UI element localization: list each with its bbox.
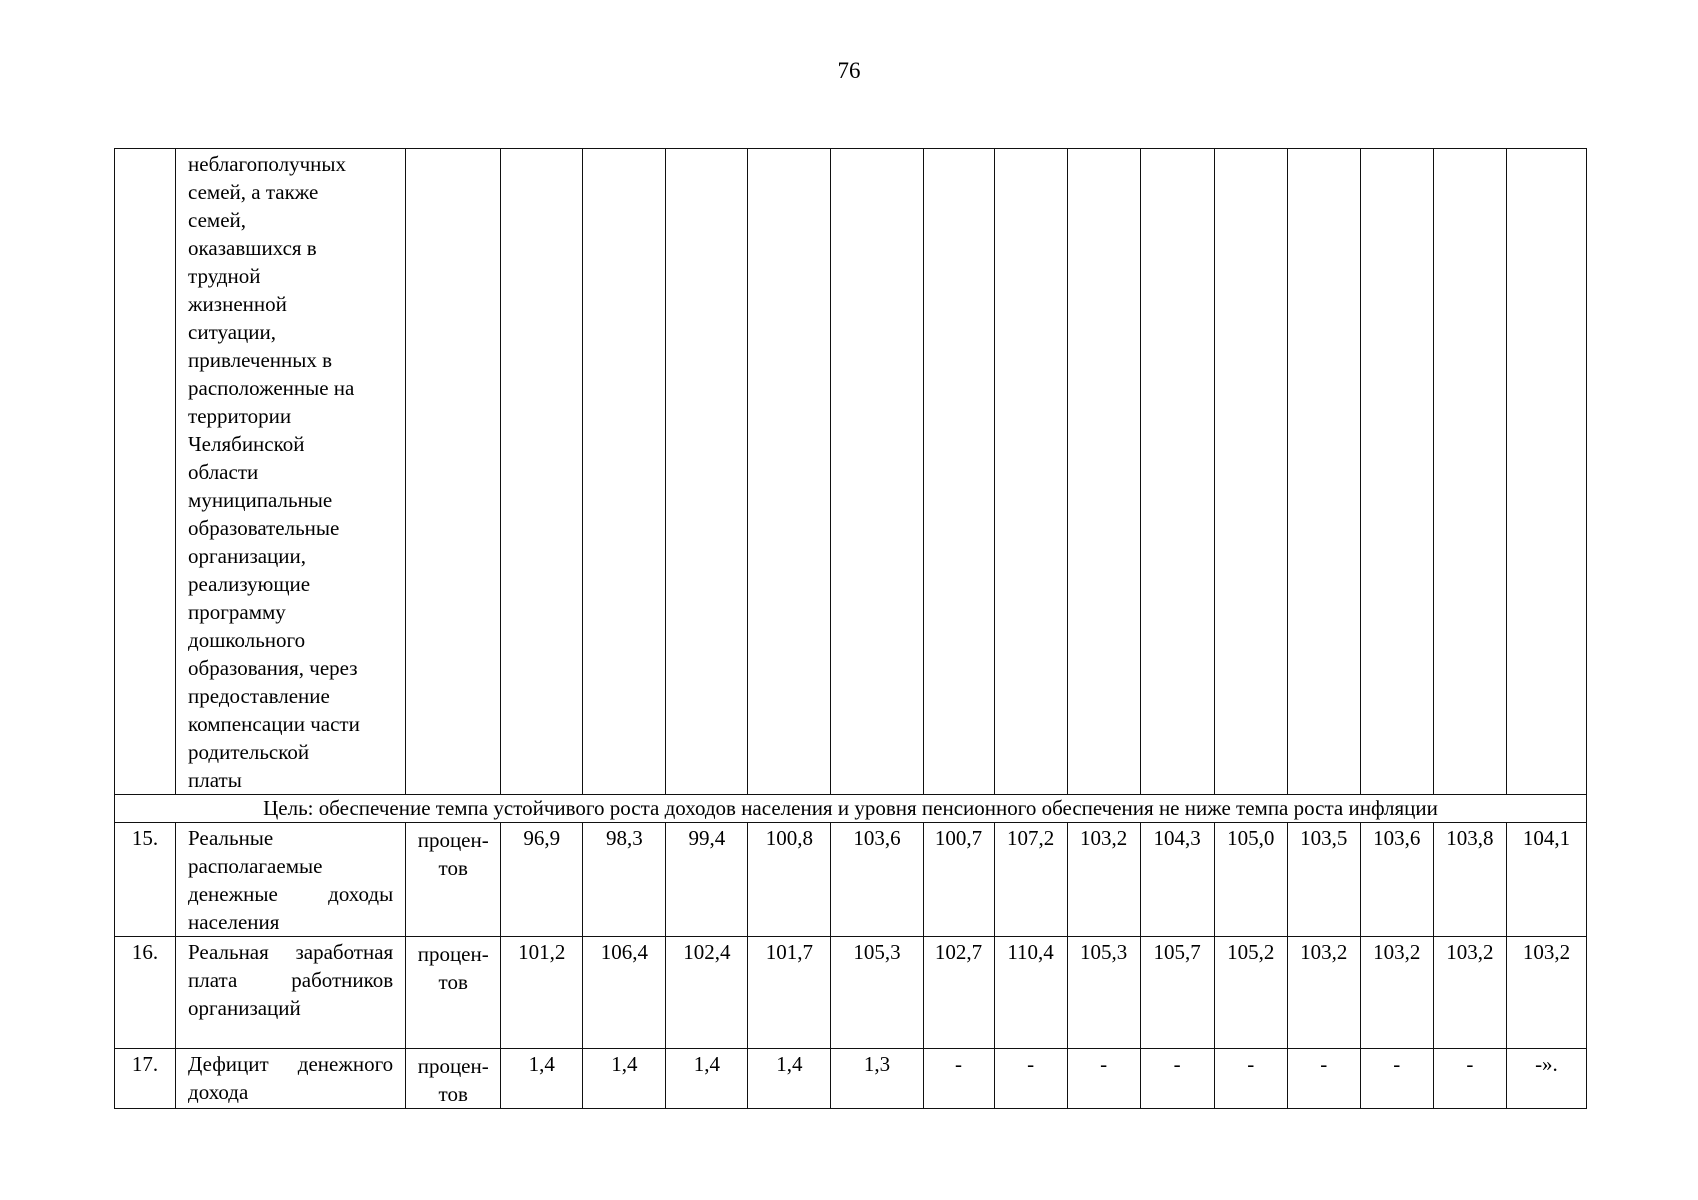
value-cell: - — [1214, 1049, 1287, 1109]
desc-line: неблагополучных — [188, 152, 346, 176]
row-number: 15. — [115, 823, 176, 937]
value-cell — [501, 149, 583, 795]
desc-line: платы — [188, 768, 242, 792]
value-cell — [1140, 149, 1214, 795]
value-cell: - — [1360, 1049, 1433, 1109]
value-cell: -». — [1506, 1049, 1586, 1109]
desc-line: муниципальные — [188, 488, 333, 512]
desc-line: трудной — [188, 264, 261, 288]
value-cell: 101,2 — [501, 937, 583, 1049]
value-cell: 104,3 — [1140, 823, 1214, 937]
indicator-name: Дефицит денежного дохода — [176, 1049, 406, 1109]
value-cell: 1,4 — [748, 1049, 831, 1109]
desc-line: образования, через — [188, 656, 358, 680]
desc-line: жизненной — [188, 292, 287, 316]
unit-cell: процен-тов — [406, 937, 501, 1049]
desc-line: родительской — [188, 740, 310, 764]
value-cell: - — [1067, 1049, 1140, 1109]
desc-line: ситуации, — [188, 320, 276, 344]
value-cell: 103,8 — [1433, 823, 1506, 937]
goal-text: Цель: обеспечение темпа устойчивого роста доходов населения и уровня пенсионного обеспечения не ниже темпа роста инфляции — [115, 795, 1587, 823]
value-cell: 105,7 — [1140, 937, 1214, 1049]
unit-cell: процен-тов — [406, 823, 501, 937]
page-number: 76 — [837, 58, 861, 83]
continuation-description — [176, 149, 406, 795]
value-cell: 1,4 — [501, 1049, 583, 1109]
table-row-continuation — [115, 149, 1587, 795]
desc-line: семей, — [188, 208, 247, 232]
value-cell — [1067, 149, 1140, 795]
value-cell — [1287, 149, 1360, 795]
indicators-table — [114, 148, 1587, 1109]
value-cell: 102,4 — [666, 937, 748, 1049]
value-cell: - — [1433, 1049, 1506, 1109]
value-cell: 105,3 — [1067, 937, 1140, 1049]
value-cell: 103,2 — [1360, 937, 1433, 1049]
table-row — [115, 823, 1587, 937]
value-cell: 107,2 — [994, 823, 1067, 937]
value-cell: 105,0 — [1214, 823, 1287, 937]
value-cell: 100,8 — [748, 823, 831, 937]
desc-line: дошкольного — [188, 628, 306, 652]
unit-cell: процен-тов — [406, 1049, 501, 1109]
value-cell — [583, 149, 666, 795]
value-cell: 1,3 — [831, 1049, 923, 1109]
desc-line: образовательные — [188, 516, 340, 540]
desc-line: территории — [188, 404, 292, 428]
desc-line: реализующие — [188, 572, 311, 596]
value-cell — [1214, 149, 1287, 795]
desc-line: области — [188, 460, 259, 484]
value-cell: 1,4 — [583, 1049, 666, 1109]
value-cell — [994, 149, 1067, 795]
value-cell: 102,7 — [923, 937, 994, 1049]
value-cell: - — [1287, 1049, 1360, 1109]
value-cell: 110,4 — [994, 937, 1067, 1049]
table-row — [115, 937, 1587, 1049]
value-cell: 103,2 — [1287, 937, 1360, 1049]
value-cell: 98,3 — [583, 823, 666, 937]
desc-line: расположенные на — [188, 376, 355, 400]
value-cell: 103,5 — [1287, 823, 1360, 937]
indicator-name: Реальные располагаемые денежные доходы населения — [176, 823, 406, 937]
desc-line: предоставление — [188, 684, 330, 708]
row-number: 16. — [115, 937, 176, 1049]
value-cell: 101,7 — [748, 937, 831, 1049]
desc-line: оказавшихся в — [188, 236, 317, 260]
row-number: 17. — [115, 1049, 176, 1109]
value-cell: 105,3 — [831, 937, 923, 1049]
desc-line: программу — [188, 600, 286, 624]
value-cell: - — [923, 1049, 994, 1109]
value-cell — [1506, 149, 1586, 795]
value-cell: 103,2 — [1506, 937, 1586, 1049]
value-cell — [923, 149, 994, 795]
unit-cell — [406, 149, 501, 795]
value-cell — [1433, 149, 1506, 795]
value-cell: 104,1 — [1506, 823, 1586, 937]
value-cell: 96,9 — [501, 823, 583, 937]
desc-line: привлеченных в — [188, 348, 333, 372]
table-row — [115, 1049, 1587, 1109]
num-cell — [115, 149, 176, 795]
value-cell: 99,4 — [666, 823, 748, 937]
value-cell: 103,2 — [1067, 823, 1140, 937]
desc-line: организации, — [188, 544, 307, 568]
value-cell: 103,2 — [1433, 937, 1506, 1049]
value-cell — [831, 149, 923, 795]
value-cell — [1360, 149, 1433, 795]
value-cell: 1,4 — [666, 1049, 748, 1109]
indicator-name: Реальная заработная плата работников организаций — [176, 937, 406, 1049]
value-cell — [666, 149, 748, 795]
desc-line: компенсации части — [188, 712, 360, 736]
value-cell: - — [1140, 1049, 1214, 1109]
desc-line: Челябинской — [188, 432, 305, 456]
value-cell: 105,2 — [1214, 937, 1287, 1049]
value-cell: 103,6 — [831, 823, 923, 937]
value-cell: - — [994, 1049, 1067, 1109]
value-cell: 100,7 — [923, 823, 994, 937]
value-cell — [748, 149, 831, 795]
value-cell: 106,4 — [583, 937, 666, 1049]
value-cell: 103,6 — [1360, 823, 1433, 937]
table-row-goal — [115, 795, 1587, 823]
desc-line: семей, а также — [188, 180, 319, 204]
